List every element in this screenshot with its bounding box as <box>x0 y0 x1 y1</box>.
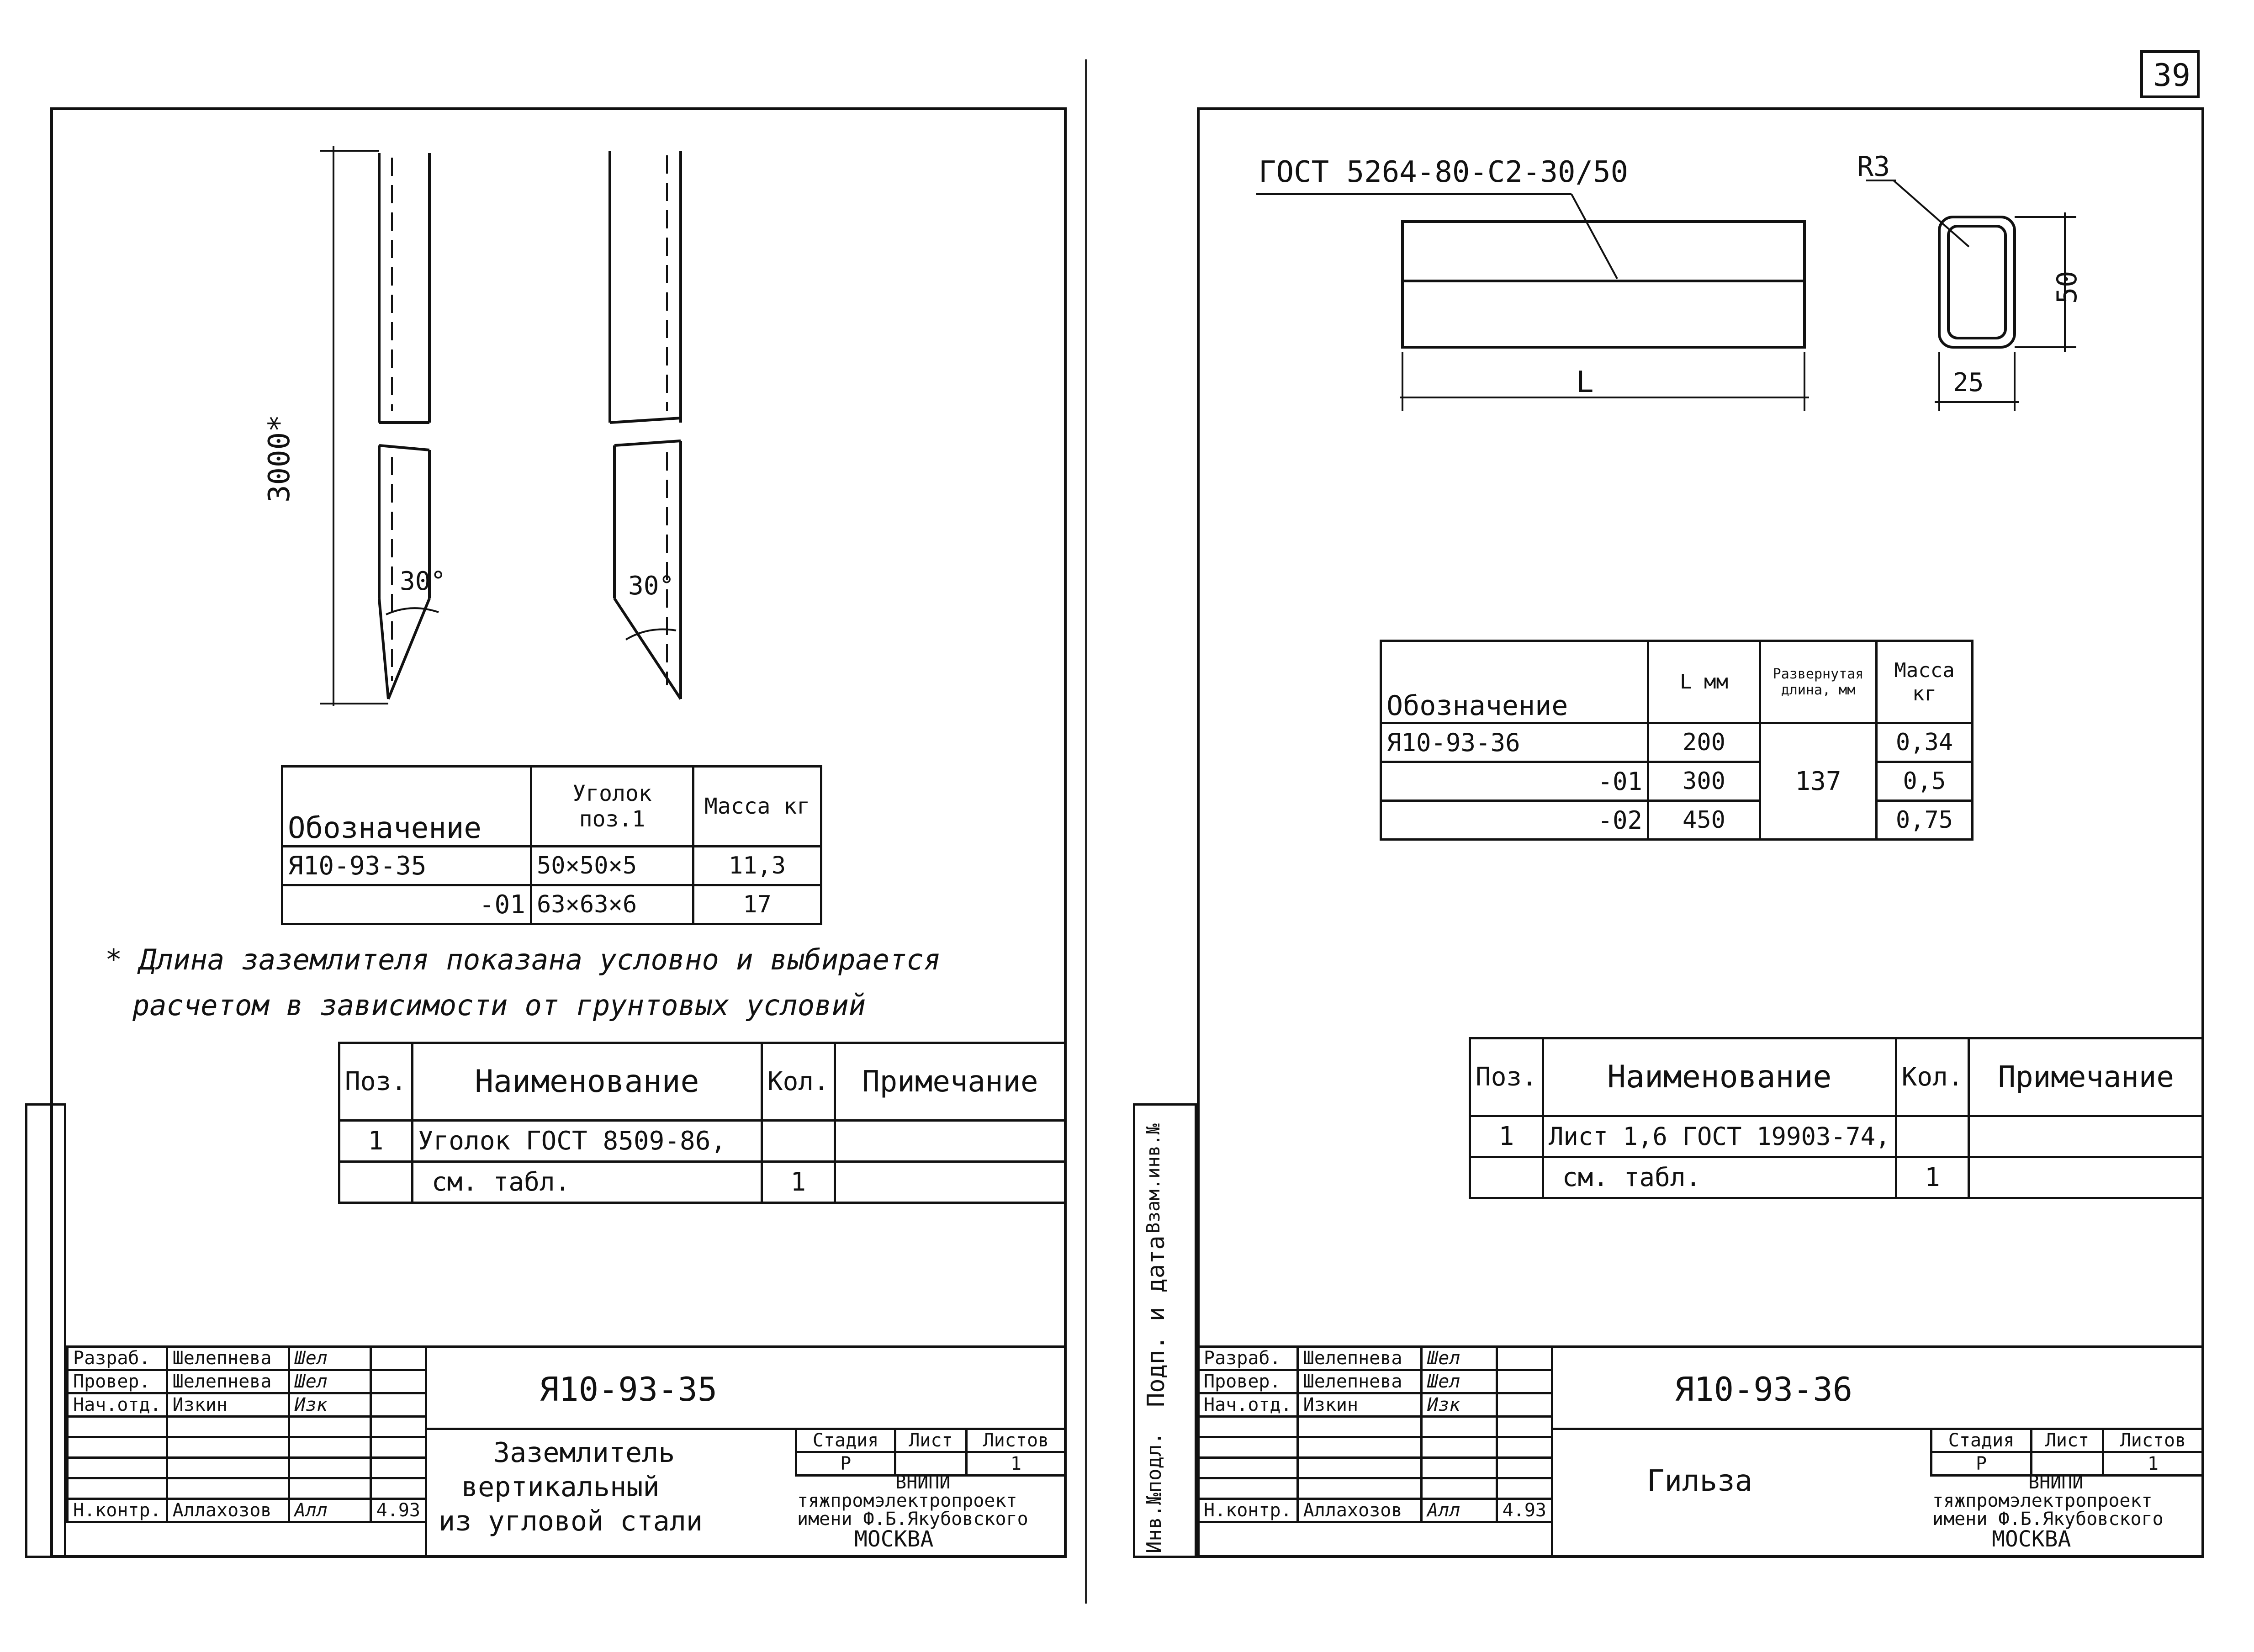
right-variants-table <box>1380 640 1974 841</box>
stamp-name: Шелепнева <box>1297 1347 1422 1370</box>
cell-angle: 63×63×6 <box>531 885 693 924</box>
stamp-name: Изкин <box>1297 1393 1422 1417</box>
table-row <box>1381 723 1973 762</box>
sheet-header: Лист <box>2032 1429 2103 1452</box>
stamp-name: Аллахозов <box>1297 1499 1422 1522</box>
left-org-line-3: имени Ф.Б.Якубовского <box>797 1509 1028 1530</box>
cell-designation: Я10-93-36 <box>1381 723 1648 762</box>
stamp-signature: Шел <box>289 1347 370 1370</box>
cell-note <box>1969 1157 2203 1198</box>
stamp-role: Нач.отд. <box>1198 1393 1298 1417</box>
left-org-line-4: МОСКВА <box>854 1526 934 1552</box>
col-header-note: Примечание <box>835 1043 1065 1121</box>
stage-value: Р <box>1931 1452 2032 1476</box>
col-header-angle: Уголок поз.1 <box>531 767 693 847</box>
right-org-line-3: имени Ф.Б.Якубовского <box>1932 1509 2164 1530</box>
stamp-row <box>1198 1393 1552 1417</box>
dimension-length-label: 3000* <box>263 414 296 503</box>
right-org-line-1: ВНИПИ <box>2028 1472 2084 1493</box>
sheets-value: 1 <box>2103 1452 2203 1476</box>
cell-qty: 1 <box>1896 1157 1969 1198</box>
page-number: 39 <box>2153 58 2191 94</box>
left-doc-code: Я10-93-35 <box>539 1370 718 1408</box>
cell-pos: 1 <box>339 1121 413 1162</box>
cell-name: Лист 1,6 ГОСТ 19903-74, <box>1543 1116 1896 1157</box>
stamp-signature: Изк <box>289 1393 370 1417</box>
right-spec-table <box>1469 1037 2204 1199</box>
right-doc-code: Я10-93-36 <box>1674 1370 1853 1408</box>
stamp-signature: Изк <box>1422 1393 1497 1417</box>
table-row <box>1470 1116 2203 1157</box>
col-header-mass: Масса кг <box>1877 641 1973 723</box>
cell-designation: -01 <box>1381 762 1648 801</box>
table-row <box>1381 762 1973 801</box>
gost-label: ГОСТ 5264-80-С2-30/50 <box>1259 155 1629 189</box>
table-row <box>1381 801 1973 840</box>
col-header-designation: Обозначение <box>1381 641 1648 723</box>
cell-mass: 0,5 <box>1877 762 1973 801</box>
cell-L: 200 <box>1648 723 1760 762</box>
angle-left-label: 30° <box>400 567 446 596</box>
stamp-date: 4.93 <box>370 1499 426 1522</box>
sheets-value: 1 <box>966 1452 1065 1476</box>
col-header-unfolded: Развернутая длина, мм <box>1760 641 1877 723</box>
side-label-sign-date: Подп. и дата <box>1143 1235 1170 1407</box>
cell-designation: Я10-93-35 <box>282 847 531 885</box>
left-org-line-2: тяжпромэлектропроект <box>797 1490 1017 1511</box>
cell-name: см. табл. <box>412 1162 762 1203</box>
stamp-row <box>1198 1347 1552 1370</box>
col-header-mass: Масса кг <box>693 767 821 847</box>
col-header-designation: Обозначение <box>282 767 531 847</box>
stamp-date <box>1497 1370 1552 1393</box>
dim-R-label: R3 <box>1857 151 1890 183</box>
right-stamp-people <box>1197 1345 1553 1523</box>
stamp-row <box>1198 1370 1552 1393</box>
col-header-note: Примечание <box>1969 1038 2203 1116</box>
stamp-date <box>1497 1393 1552 1417</box>
right-org-line-4: МОСКВА <box>1992 1526 2071 1552</box>
cell-designation: -02 <box>1381 801 1648 840</box>
cell-qty <box>1896 1116 1969 1157</box>
cell-note <box>1969 1116 2203 1157</box>
cell-pos <box>1470 1157 1543 1198</box>
stamp-role: Н.контр. <box>1198 1499 1298 1522</box>
stamp-role: Провер. <box>1198 1370 1298 1393</box>
right-org-line-2: тяжпромэлектропроект <box>1932 1490 2153 1511</box>
side-label-inventory: Инв.№подл. <box>1143 1432 1166 1553</box>
stamp-signature: Шел <box>1422 1370 1497 1393</box>
cell-angle: 50×50×5 <box>531 847 693 885</box>
stage-header: Стадия <box>1931 1429 2032 1452</box>
stamp-date <box>1497 1347 1552 1370</box>
stamp-signature: Алл <box>289 1499 370 1522</box>
left-name-line-3: из угловой стали <box>439 1505 703 1537</box>
dim-L-label: L <box>1576 365 1594 399</box>
stamp-name: Шелепнева <box>167 1370 289 1393</box>
table-row <box>1470 1157 2203 1198</box>
cell-L: 450 <box>1648 801 1760 840</box>
angle-right-label: 30° <box>628 571 675 601</box>
col-header-pos: Поз. <box>339 1043 413 1121</box>
dim-height-label: 50 <box>2051 270 2083 304</box>
col-header-name: Наименование <box>1543 1038 1896 1116</box>
stamp-role: Разраб. <box>1198 1347 1298 1370</box>
cell-pos: 1 <box>1470 1116 1543 1157</box>
cell-L: 300 <box>1648 762 1760 801</box>
right-name: Гильза <box>1647 1464 1753 1498</box>
stage-value: Р <box>796 1452 895 1476</box>
stamp-role: Провер. <box>68 1370 167 1393</box>
col-header-qty: Кол. <box>762 1043 835 1121</box>
note-line-1: * Длина заземлителя показана условно и выбирается <box>105 943 941 976</box>
stamp-name: Шелепнева <box>1297 1370 1422 1393</box>
stamp-role: Разраб. <box>68 1347 167 1370</box>
cell-mass: 11,3 <box>693 847 821 885</box>
col-header-name: Наименование <box>412 1043 762 1121</box>
cell-unfolded: 137 <box>1760 723 1877 840</box>
stage-header: Стадия <box>796 1429 895 1452</box>
cell-mass: 0,75 <box>1877 801 1973 840</box>
cell-name: см. табл. <box>1543 1157 1896 1198</box>
stamp-signature: Шел <box>289 1370 370 1393</box>
stamp-row <box>1198 1499 1552 1522</box>
stamp-signature: Алл <box>1422 1499 1497 1522</box>
stamp-name: Шелепнева <box>167 1347 289 1370</box>
stamp-role: Н.контр. <box>68 1499 167 1522</box>
note-line-2: расчетом в зависимости от грунтовых условий <box>132 989 866 1022</box>
right-stamp-stage-table <box>1930 1428 2204 1477</box>
cell-mass: 0,34 <box>1877 723 1973 762</box>
col-header-L: L мм <box>1648 641 1760 723</box>
col-header-qty: Кол. <box>1896 1038 1969 1116</box>
side-label-replace: Взам.инв.№ <box>1143 1123 1164 1234</box>
cell-qty: 1 <box>762 1162 835 1203</box>
col-header-pos: Поз. <box>1470 1038 1543 1116</box>
sheets-header: Листов <box>966 1429 1065 1452</box>
sheet-header: Лист <box>895 1429 967 1452</box>
left-name-line-1: Заземлитель <box>493 1437 675 1469</box>
cell-designation: -01 <box>282 885 531 924</box>
cell-mass: 17 <box>693 885 821 924</box>
left-org-line-1: ВНИПИ <box>895 1472 951 1493</box>
stamp-name: Изкин <box>167 1393 289 1417</box>
cell-name: Уголок ГОСТ 8509-86, <box>412 1121 762 1162</box>
sheets-header: Листов <box>2103 1429 2203 1452</box>
stamp-role: Нач.отд. <box>68 1393 167 1417</box>
stamp-signature: Шел <box>1422 1347 1497 1370</box>
left-name-line-2: вертикальный <box>461 1471 660 1503</box>
dim-width-label: 25 <box>1953 368 1984 397</box>
stamp-name: Аллахозов <box>167 1499 289 1522</box>
stamp-date: 4.93 <box>1497 1499 1552 1522</box>
